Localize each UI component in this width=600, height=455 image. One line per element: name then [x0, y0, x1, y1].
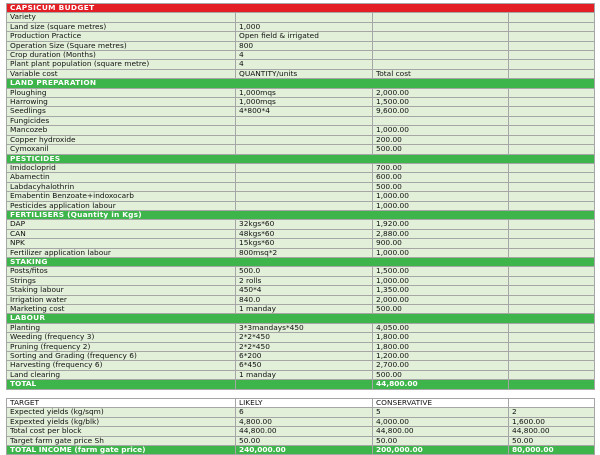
- table-cell: Mancozeb: [7, 126, 236, 135]
- table-cell: Fungicides: [7, 116, 236, 125]
- table-cell: 1,000: [236, 22, 373, 31]
- data-row: [7, 417, 595, 426]
- data-row: [7, 229, 595, 238]
- table-cell: [509, 229, 595, 238]
- data-row: [7, 135, 595, 144]
- table-cell: [509, 126, 595, 135]
- table-cell: [509, 51, 595, 60]
- table-cell: Pruning (frequency 2): [7, 342, 236, 351]
- table-cell: [236, 192, 373, 201]
- table-cell: 32kgs*60: [236, 220, 373, 229]
- table-cell: 840.0: [236, 295, 373, 304]
- table-cell: CAN: [7, 229, 236, 238]
- data-row: [7, 276, 595, 285]
- data-row: [7, 32, 595, 41]
- table-cell: [509, 88, 595, 97]
- table-cell: Abamectin: [7, 173, 236, 182]
- data-row: [7, 41, 595, 50]
- data-row: [7, 22, 595, 31]
- table-cell: 4*800*4: [236, 107, 373, 116]
- table-cell: 1,500.00: [373, 267, 509, 276]
- table-cell: Sorting and Grading (frequency 6): [7, 352, 236, 361]
- table-cell: [509, 41, 595, 50]
- table-cell: 500.00: [373, 370, 509, 379]
- table-cell: CONSERVATIVE: [373, 399, 509, 408]
- table-cell: Fertilizer application labour: [7, 248, 236, 257]
- table-cell: Land size (square metres): [7, 22, 236, 31]
- table-cell: [509, 116, 595, 125]
- table-cell: Cymoxanil: [7, 145, 236, 154]
- table-cell: 44,800.00: [236, 427, 373, 436]
- table-cell: [373, 389, 509, 398]
- table-cell: [373, 22, 509, 31]
- data-row: [7, 145, 595, 154]
- table-cell: 44,800.00: [509, 427, 595, 436]
- table-cell: [236, 201, 373, 210]
- data-row: [7, 408, 595, 417]
- table-cell: [509, 295, 595, 304]
- data-row: [7, 88, 595, 97]
- table-cell: [509, 342, 595, 351]
- table-cell: 1 manday: [236, 370, 373, 379]
- table-cell: 1,800.00: [373, 342, 509, 351]
- table-cell: 1,000mqs: [236, 98, 373, 107]
- table-cell: [509, 98, 595, 107]
- total-row: [7, 380, 595, 389]
- section-header: STAKING: [7, 257, 595, 266]
- table-cell: [509, 361, 595, 370]
- table-cell: [373, 51, 509, 60]
- table-cell: 1,000.00: [373, 126, 509, 135]
- table-cell: Harvesting (frequency 6): [7, 361, 236, 370]
- table-cell: 48kgs*60: [236, 229, 373, 238]
- data-row: [7, 239, 595, 248]
- table-cell: 1,500.00: [373, 98, 509, 107]
- table-cell: Imidocloprid: [7, 163, 236, 172]
- table-cell: 500.00: [373, 305, 509, 314]
- table-cell: Production Practice: [7, 32, 236, 41]
- table-cell: [509, 22, 595, 31]
- table-cell: [373, 60, 509, 69]
- data-row: [7, 295, 595, 304]
- table-cell: 4: [236, 60, 373, 69]
- table-cell: Variable cost: [7, 69, 236, 78]
- table-cell: 2,700.00: [373, 361, 509, 370]
- table-cell: Operation Size (Square metres): [7, 41, 236, 50]
- table-cell: 1,920.00: [373, 220, 509, 229]
- table-cell: [509, 370, 595, 379]
- section-header: PESTICIDES: [7, 154, 595, 163]
- table-cell: [236, 135, 373, 144]
- table-cell: TARGET: [7, 399, 236, 408]
- table-cell: Labdacyhalothrin: [7, 182, 236, 191]
- data-row: [7, 370, 595, 379]
- table-cell: [509, 163, 595, 172]
- table-cell: [373, 32, 509, 41]
- data-row: [7, 333, 595, 342]
- section-row: [7, 79, 595, 88]
- table-cell: 1,800.00: [373, 333, 509, 342]
- table-cell: 5: [373, 408, 509, 417]
- table-cell: [509, 60, 595, 69]
- table-cell: 2 rolls: [236, 276, 373, 285]
- table-cell: [509, 267, 595, 276]
- table-cell: 1,600.00: [509, 417, 595, 426]
- table-cell: 9,600.00: [373, 107, 509, 116]
- table-cell: Open field & irrigated: [236, 32, 373, 41]
- table-cell: 200.00: [373, 135, 509, 144]
- table-cell: [509, 145, 595, 154]
- table-cell: 500.0: [236, 267, 373, 276]
- table-cell: [509, 107, 595, 116]
- table-cell: 4,000.00: [373, 417, 509, 426]
- data-row: [7, 286, 595, 295]
- table-cell: Strings: [7, 276, 236, 285]
- data-row: [7, 107, 595, 116]
- table-cell: 2*2*450: [236, 333, 373, 342]
- table-cell: [236, 182, 373, 191]
- table-cell: Staking labour: [7, 286, 236, 295]
- table-cell: 80,000.00: [509, 446, 595, 455]
- table-cell: [236, 389, 373, 398]
- table-cell: [236, 126, 373, 135]
- section-header: FERTILISERS (Quantity in Kgs): [7, 210, 595, 219]
- data-row: [7, 427, 595, 436]
- table-cell: 6*450: [236, 361, 373, 370]
- table-cell: 1,000.00: [373, 192, 509, 201]
- budget-table-body: [7, 4, 595, 455]
- table-cell: Harrowing: [7, 98, 236, 107]
- data-row: [7, 69, 595, 78]
- table-cell: [7, 389, 236, 398]
- data-row: [7, 201, 595, 210]
- table-cell: [509, 248, 595, 257]
- table-cell: 900.00: [373, 239, 509, 248]
- table-cell: 1,000.00: [373, 276, 509, 285]
- table-cell: [509, 201, 595, 210]
- data-row: [7, 126, 595, 135]
- data-row: [7, 220, 595, 229]
- table-cell: Pesticides application labour: [7, 201, 236, 210]
- table-cell: [509, 135, 595, 144]
- table-cell: [236, 173, 373, 182]
- table-cell: Planting: [7, 323, 236, 332]
- table-cell: [509, 352, 595, 361]
- table-cell: [236, 163, 373, 172]
- table-cell: Expexted yields (kg/blk): [7, 417, 236, 426]
- data-row: [7, 182, 595, 191]
- table-cell: Ploughing: [7, 88, 236, 97]
- table-cell: [236, 13, 373, 22]
- table-cell: 3*3mandays*450: [236, 323, 373, 332]
- table-cell: 1,000mqs: [236, 88, 373, 97]
- table-cell: 44,800.00: [373, 380, 509, 389]
- section-header: LAND PREPARATION: [7, 79, 595, 88]
- blank-row: [7, 389, 595, 398]
- table-cell: [236, 380, 373, 389]
- table-cell: [509, 32, 595, 41]
- table-cell: 4: [236, 51, 373, 60]
- table-cell: Target farm gate price Sh: [7, 436, 236, 445]
- table-cell: 700.00: [373, 163, 509, 172]
- table-cell: [509, 173, 595, 182]
- data-row: [7, 13, 595, 22]
- table-cell: [373, 116, 509, 125]
- data-row: [7, 163, 595, 172]
- table-cell: Plant plant population (square metre): [7, 60, 236, 69]
- table-cell: Marketing cost: [7, 305, 236, 314]
- table-cell: Irrigation water: [7, 295, 236, 304]
- table-cell: [509, 13, 595, 22]
- table-cell: 2,880.00: [373, 229, 509, 238]
- table-cell: [509, 389, 595, 398]
- data-row: [7, 173, 595, 182]
- table-cell: Total cost per block: [7, 427, 236, 436]
- section-row: [7, 210, 595, 219]
- table-cell: 800msq*2: [236, 248, 373, 257]
- data-row: [7, 323, 595, 332]
- table-cell: NPK: [7, 239, 236, 248]
- table-cell: 1,350.00: [373, 286, 509, 295]
- data-row: [7, 352, 595, 361]
- table-cell: Total cost: [373, 69, 509, 78]
- table-cell: Land clearing: [7, 370, 236, 379]
- total-row: [7, 446, 595, 455]
- table-cell: Posts/fitos: [7, 267, 236, 276]
- data-row: [7, 116, 595, 125]
- table-cell: 500.00: [373, 182, 509, 191]
- table-cell: Emabentin Benzoate+indoxocarb: [7, 192, 236, 201]
- table-cell: 6*200: [236, 352, 373, 361]
- table-cell: 200,000.00: [373, 446, 509, 455]
- table-cell: [509, 276, 595, 285]
- table-cell: 1,000.00: [373, 201, 509, 210]
- table-cell: [509, 192, 595, 201]
- table-cell: [509, 69, 595, 78]
- data-row: [7, 342, 595, 351]
- table-cell: 1,000.00: [373, 248, 509, 257]
- data-row: [7, 98, 595, 107]
- table-cell: 240,000.00: [236, 446, 373, 455]
- table-cell: [509, 380, 595, 389]
- data-row: [7, 436, 595, 445]
- table-cell: 50.00: [509, 436, 595, 445]
- section-row: [7, 314, 595, 323]
- table-cell: [236, 145, 373, 154]
- table-cell: [509, 305, 595, 314]
- data-row: [7, 305, 595, 314]
- table-cell: Variety: [7, 13, 236, 22]
- budget-table: [6, 3, 595, 455]
- table-cell: 500.00: [373, 145, 509, 154]
- table-cell: 2,000.00: [373, 295, 509, 304]
- table-cell: [509, 286, 595, 295]
- table-cell: QUANTITY/units: [236, 69, 373, 78]
- budget-title-row: [7, 4, 595, 13]
- data-row: [7, 267, 595, 276]
- table-cell: [236, 116, 373, 125]
- table-cell: 2*2*450: [236, 342, 373, 351]
- table-cell: TOTAL: [7, 380, 236, 389]
- table-cell: Weeding (frequency 3): [7, 333, 236, 342]
- table-cell: [509, 333, 595, 342]
- table-cell: LIKELY: [236, 399, 373, 408]
- table-cell: [509, 323, 595, 332]
- table-cell: [373, 41, 509, 50]
- section-row: [7, 154, 595, 163]
- data-row: [7, 361, 595, 370]
- section-row: [7, 257, 595, 266]
- data-row: [7, 60, 595, 69]
- section-header: LABOUR: [7, 314, 595, 323]
- table-cell: 15kgs*60: [236, 239, 373, 248]
- table-cell: 1,200.00: [373, 352, 509, 361]
- table-cell: [509, 182, 595, 191]
- budget-title: CAPSICUM BUDGET: [7, 4, 595, 13]
- table-cell: 4,050.00: [373, 323, 509, 332]
- table-cell: [509, 239, 595, 248]
- data-row: [7, 192, 595, 201]
- table-cell: Crop duration (Months): [7, 51, 236, 60]
- table-cell: 6: [236, 408, 373, 417]
- data-row: [7, 248, 595, 257]
- table-cell: 1 manday: [236, 305, 373, 314]
- table-cell: DAP: [7, 220, 236, 229]
- table-cell: 2,000.00: [373, 88, 509, 97]
- table-cell: [373, 13, 509, 22]
- table-cell: Expected yields (kg/sqm): [7, 408, 236, 417]
- table-cell: Seedlings: [7, 107, 236, 116]
- table-cell: 800: [236, 41, 373, 50]
- table-cell: 450*4: [236, 286, 373, 295]
- table-cell: 4,800.00: [236, 417, 373, 426]
- table-cell: 44,800.00: [373, 427, 509, 436]
- table-cell: [509, 220, 595, 229]
- table-cell: 2: [509, 408, 595, 417]
- table-cell: TOTAL INCOME (farm gate price): [7, 446, 236, 455]
- table-cell: Copper hydroxide: [7, 135, 236, 144]
- data-row: [7, 51, 595, 60]
- table-cell: 50.00: [236, 436, 373, 445]
- table-cell: 50.00: [373, 436, 509, 445]
- table-cell: 600.00: [373, 173, 509, 182]
